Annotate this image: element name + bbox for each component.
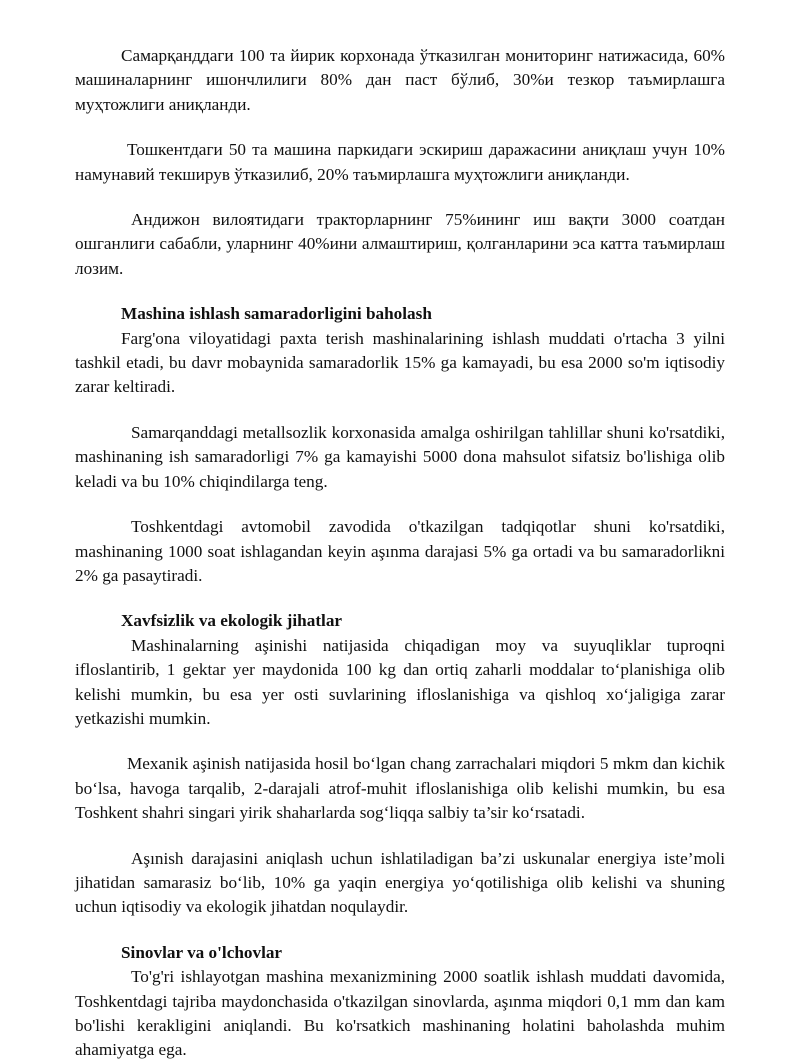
section-tests-measurements: [75, 941, 725, 1063]
section-title-safety-ecology: Xavfsizlik va ekologik jihatlar: [121, 611, 343, 631]
safety-paragraph-3: Aşınish darajasini aniqlash uchun ishlatiladigan ba’zi uskunalar energiya iste’moli jihatidan samarasiz bo‘lib, 10% ga yaqin energiya yo‘qotilishiga olib kelishi va shuning uchun iqtisodiy va ekologik jihatdan noqulaydir.: [75, 848, 725, 917]
safety-paragraph-2: Mexanik aşinish natijasida hosil bo‘lgan chang zarrachalari miqdori 5 mkm dan kichik bo‘lsa, havoga tarqalib, 2-darajali atrof-muhit ifloslanishiga olib kelishi mumkin, bu esa Toshkent shahri singari yirik shaharlarda sog‘liqqa salbiy ta’sir ko‘rsatadi.: [75, 754, 725, 823]
section-safety-ecology: [75, 609, 725, 919]
section-title-tests: Sinovlar va o'lchovlar: [121, 942, 283, 962]
intro-paragraph-1: Самарқанддаги 100 та йирик корхонада ўтказилган мониторинг натижасида, 60% машиналарнинг ишончлилиги 80% дан паст бўлиб, 30%и тезкор таъмирлашга муҳтожлиги аниқланди.: [75, 46, 725, 114]
document-page: [75, 44, 725, 1063]
section-performance: [75, 302, 725, 588]
safety-paragraph-1: Mashinalarning aşinishi natijasida chiqadigan moy va suyuqliklar tuproqni ifloslantirib, 1 gektar yer maydonida 100 kg dan ortiq zaharli moddalar to‘planishiga olib kelishi mumkin, bu esa yer osti suvlarining ifloslanishiga va qishloq xo‘jaligiga zarar yetkazishi mumkin.: [75, 635, 725, 728]
performance-paragraph-1: Farg'ona viloyatidagi paxta terish mashinalarining ishlash muddati o'rtacha 3 yilni tashkil etadi, bu davr mobaynida samaradorlik 15% ga kamayadi, bu esa 2000 so'm iqtisodiy zarar keltiradi.: [75, 328, 725, 397]
performance-paragraph-3: Toshkentdagi avtomobil zavodida o'tkazilgan tadqiqotlar shuni ko'rsatdiki, mashinaning 1000 soat ishlagandan keyin aşınma darajasi 5% ga ortadi va bu samaradorlikni 2% ga pasaytiradi.: [75, 517, 725, 585]
tests-paragraph-1: To'g'ri ishlayotgan mashina mexanizmining 2000 soatlik ishlash muddati davomida, Toshkentdagi tajriba maydonchasida o'tkazilgan sinovlarda, aşınma miqdori 0,1 mm dan kam bo'lishi kerakligini aniqlandi. Bu ko'rsatkich mashinaning holatini baholashda muhim ahamiyatga ega.: [75, 967, 725, 1060]
intro-paragraph-3: Андижон вилоятидаги тракторларнинг 75%ининг иш вақти 3000 соатдан ошганлиги сабабли, уларнинг 40%ини алмаштириш, қолганларини эса катта таъмирлаш лозим.: [75, 210, 725, 278]
intro-paragraph-2: Тошкентдаги 50 та машина паркидаги эскириш даражасини аниқлаш учун 10% намунавий текширув ўтказилиб, 20% таъмирлашга муҳтожлиги аниқланди.: [75, 140, 725, 184]
performance-paragraph-2: Samarqanddagi metallsozlik korxonasida amalga oshirilgan tahlillar shuni ko'rsatdiki, mashinaning ish samaradorligi 7% ga kamayishi 5000 dona mahsulot sifatsiz bo'lishiga olib keladi va bu 10% chiqindilarga teng.: [75, 422, 725, 491]
section-title-performance: Mashina ishlash samaradorligini baholash: [121, 304, 432, 324]
